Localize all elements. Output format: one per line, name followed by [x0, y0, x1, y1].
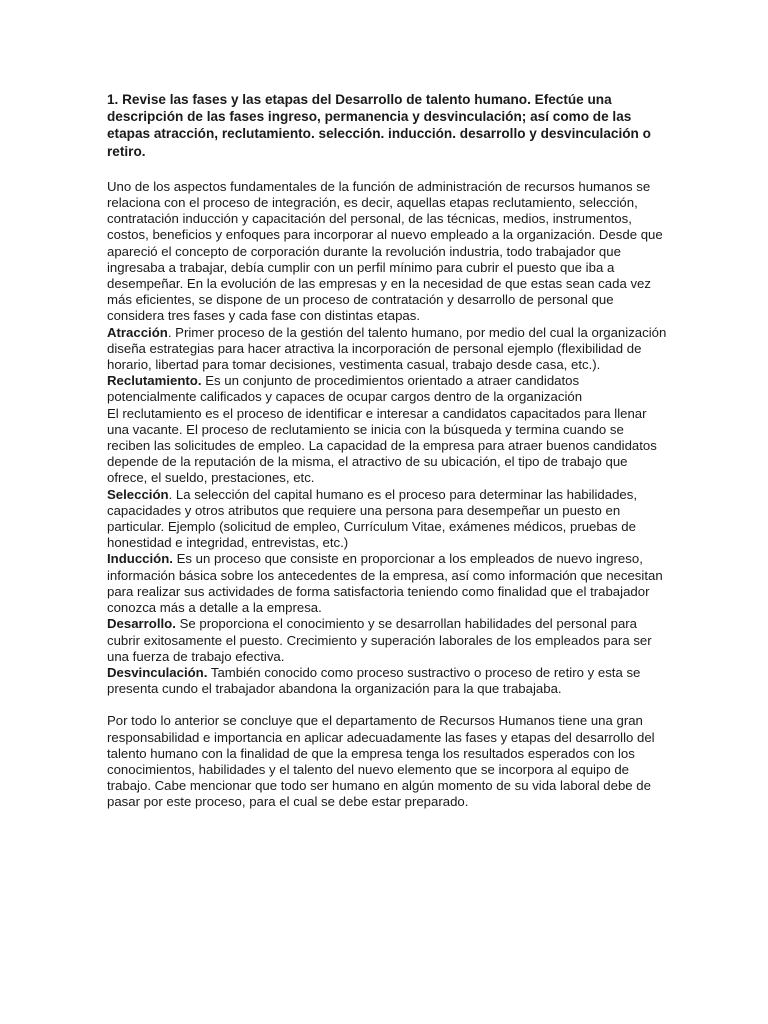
seleccion-term: Selección: [107, 486, 169, 502]
seleccion-text: . La selección del capital humano es el proceso para determinar las habilidades, capacidades y otros atributos que requiere una persona para desempeñar un puesto en particular. Ejemplo (solicitud de empleo, Currículum Vitae, exámenes médicos, pruebas de honestidad e integridad, entrevistas, etc.): [107, 486, 638, 551]
intro-paragraph: Uno de los aspectos fundamentales de la función de administración de recursos humanos se relaciona con el proceso de integración, es decir, aquellas etapas reclutamiento, selección, contratación inducción y capacitación del personal, de las técnicas, medios, instrumentos, costos, beneficios y enfoques para incorporar al nuevo empleado a la organización. Desde que apareció el concepto de corporación durante la revolución industria, todo trabajador que ingresaba a trabajar, debía cumplir con un perfil mínimo para cubrir el puesto que iba a desempeñar. En la evolución de las empresas y en la necesidad de que estas sean cada vez más eficientes, se dispone de un proceso de contratación y desarrollo de personal que considera tres fases y cada fase con distintas etapas.: [107, 178, 663, 324]
desarrollo-paragraph: [107, 616, 667, 665]
reclutamiento-text: Es un conjunto de procedimientos orientado a atraer candidatos potencialmente calificados y capaces de ocupar cargos dentro de la organización: [107, 373, 583, 405]
desarrollo-term: Desarrollo.: [107, 616, 176, 632]
conclusion-paragraph: Por todo lo anterior se concluye que el departamento de Recursos Humanos tiene una gran responsabilidad e importancia en aplicar adecuadamente las fases y etapas del desarrollo del talento humano con la finalidad de que la empresa tenga los resultados esperados con los conocimientos, habilidades y el talento del nuevo elemento que se incorpora al equipo de trabajo. Cabe mencionar que todo ser humano en algún momento de su vida laboral debe de pasar por este proceso, para el cual se debe estar preparado.: [107, 713, 655, 810]
induccion-paragraph: [107, 551, 667, 616]
reclutamiento-extra-paragraph: El reclutamiento es el proceso de identificar e interesar a candidatos capacitados para llenar una vacante. El proceso de reclutamiento se inicia con la búsqueda y termina cuando se reciben las solicitudes de empleo. La capacidad de la empresa para atraer buenos candidatos depende de la reputación de la misma, el atractivo de su ubicación, el tipo de trabajo que ofrece, el sueldo, prestaciones, etc.: [107, 405, 657, 486]
paragraph-spacer: [107, 697, 667, 713]
desvinculacion-term: Desvinculación.: [107, 664, 208, 680]
induccion-text: Es un proceso que consiste en proporcionar a los empleados de nuevo ingreso, información básica sobre los antecedentes de la empresa, así como información que necesitan para realizar sus actividades de forma satisfactoria teniendo como finalidad que el trabajador conozca más a detalle a la empresa.: [107, 551, 663, 616]
atraccion-paragraph: [107, 325, 667, 374]
document-page: [107, 91, 667, 811]
reclutamiento-paragraph: [107, 373, 667, 405]
atraccion-text: . Primer proceso de la gestión del talento humano, por medio del cual la organización diseña estrategias para hacer atractiva la incorporación de personal ejemplo (flexibilidad de horario, libertad para tomar decisiones, vestimenta casual, trabajo desde casa, etc.).: [107, 324, 667, 373]
desarrollo-text: Se proporciona el conocimiento y se desarrollan habilidades del personal para cubrir exitosamente el puesto. Crecimiento y superación laborales de los empleados para ser una fuerza de trabajo efectiva.: [107, 616, 652, 664]
reclutamiento-term: Reclutamiento.: [107, 373, 202, 389]
desvinculacion-paragraph: [107, 665, 667, 697]
question-heading: 1. Revise las fases y las etapas del Desarrollo de talento humano. Efectúe una descripción de las fases ingreso, permanencia y desvinculación; así como de las etapas atracción, reclutamiento. selección. inducción. desarrollo y desvinculación o retiro.: [107, 92, 651, 159]
desvinculacion-text: También conocido como proceso sustractivo o proceso de retiro y esta se presenta cundo el trabajador abandona la organización para la que trabajaba.: [107, 664, 641, 697]
atraccion-term: Atracción: [107, 324, 168, 340]
seleccion-paragraph: [107, 487, 667, 552]
induccion-term: Inducción.: [107, 551, 173, 567]
